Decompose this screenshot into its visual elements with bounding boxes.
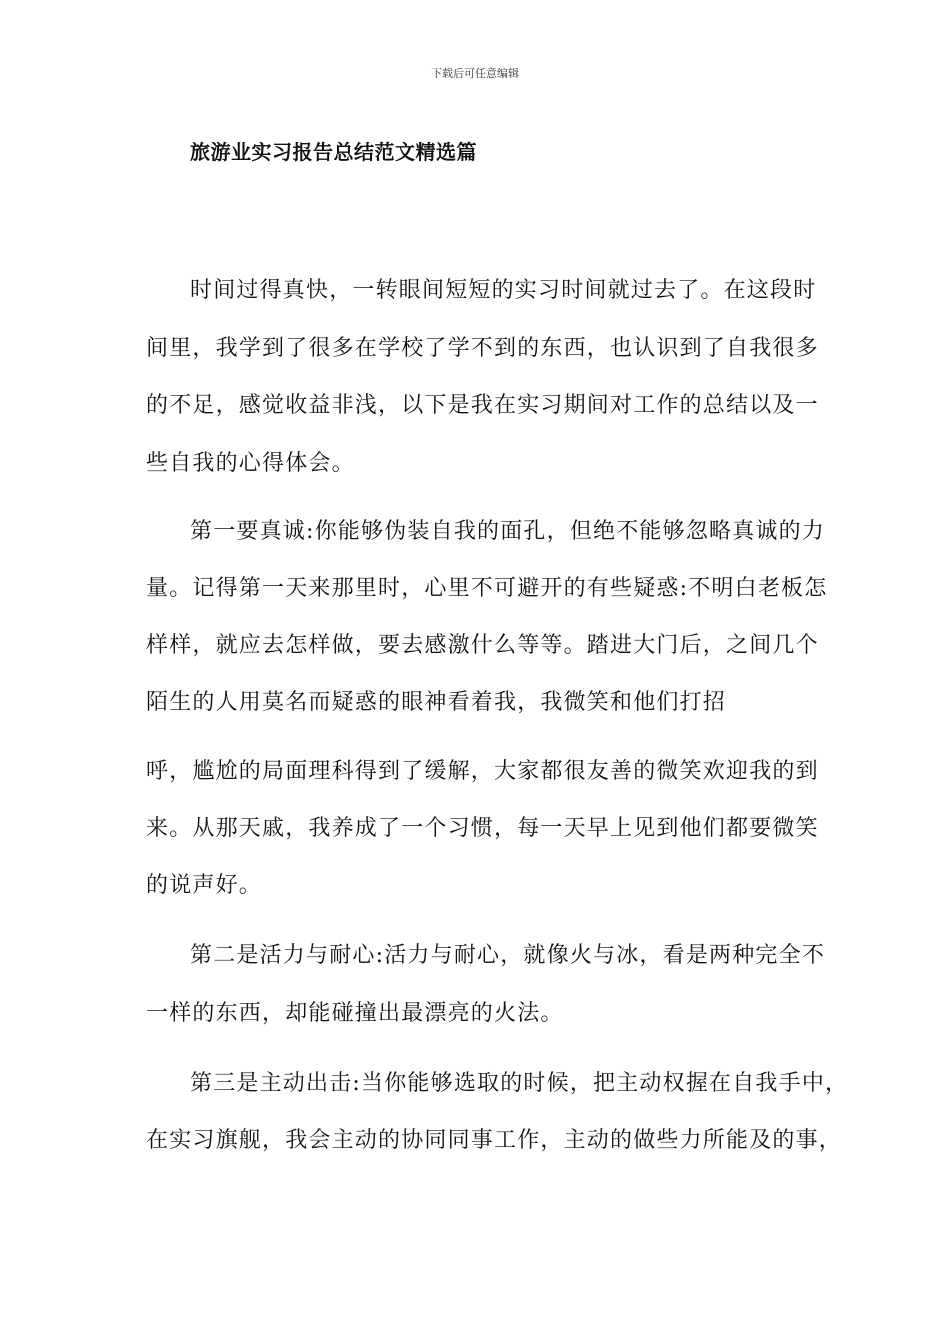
paragraph-line: 间里，我学到了很多在学校了学不到的东西，也认识到了自我很多 bbox=[146, 336, 819, 361]
paragraph-line: 的不足，感觉收益非浅，以下是我在实习期间对工作的总结以及一 bbox=[146, 393, 819, 418]
paragraph-line: 第三是主动出击:当你能够选取的时候，把主动权握在自我手中， bbox=[190, 1071, 849, 1096]
paragraph-line: 在实习旗舰，我会主动的协同同事工作，主动的做些力所能及的事， bbox=[146, 1128, 843, 1153]
document-title: 旅游业实习报告总结范文精选篇 bbox=[190, 140, 477, 164]
paragraph-line: 些自我的心得体会。 bbox=[146, 451, 355, 476]
paragraph-line: 的说声好。 bbox=[146, 873, 263, 898]
paragraph-line: 第二是活力与耐心:活力与耐心，就像火与冰，看是两种完全不 bbox=[190, 943, 826, 968]
page-header: 下载后可任意编辑 bbox=[431, 67, 519, 80]
paragraph-line: 量。记得第一天来那里时，心里不可避开的有些疑惑:不明白老板怎 bbox=[146, 576, 828, 601]
paragraph-line: 时间过得真快，一转眼间短短的实习时间就过去了。在这段时 bbox=[190, 278, 817, 303]
paragraph-line: 样样，就应去怎样做，要去感激什么等等。踏进大门后，之间几个 bbox=[146, 633, 819, 658]
paragraph-line: 来。从那天戚，我养成了一个习惯，每一天早上见到他们都要微笑 bbox=[146, 816, 819, 841]
paragraph-line: 陌生的人用莫名而疑惑的眼神看着我，我微笑和他们打招 bbox=[146, 690, 727, 715]
paragraph-line: 呼，尴尬的局面理科得到了缓解，大家都很友善的微笑欢迎我的到 bbox=[146, 759, 819, 784]
paragraph-line: 第一要真诚:你能够伪装自我的面孔，但绝不能够忽略真诚的力 bbox=[190, 519, 826, 544]
paragraph-line: 一样的东西，却能碰撞出最漂亮的火法。 bbox=[146, 1001, 564, 1026]
